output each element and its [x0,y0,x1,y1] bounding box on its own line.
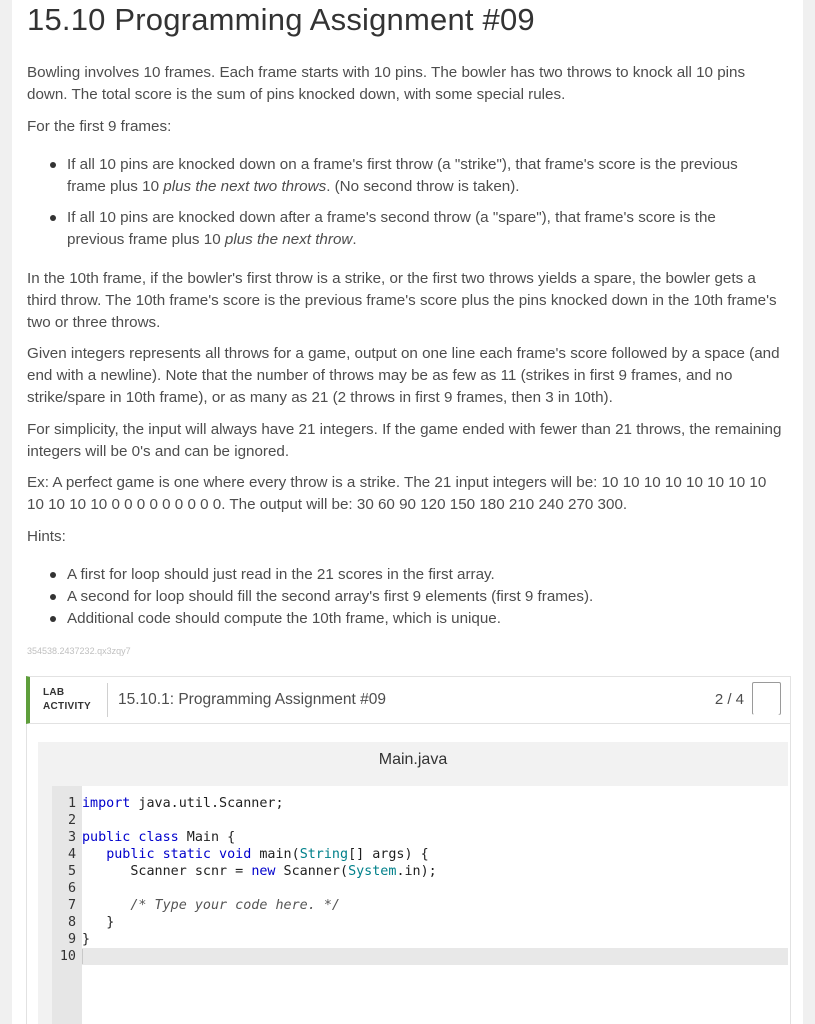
code-line-active[interactable] [59,948,788,965]
hints-label: Hints: [27,528,66,545]
first9-label: For the first 9 frames: [27,118,172,135]
line-number: 1 [67,796,76,811]
hint-item: A first for loop should just read in the 21 scores in the first array. [27,564,767,586]
code-line[interactable] [67,812,788,829]
hint-item: Additional code should compute the 10th frame, which is unique. [27,608,767,630]
hints-list [27,564,767,630]
line-number: 4 [67,847,76,862]
file-name: Main.java [378,751,448,768]
code-line[interactable]: 7 /* Type your code here. */ [82,897,788,914]
code-editor[interactable] [59,786,788,1024]
line-number: 10 [59,949,76,964]
line-number: 5 [67,864,76,879]
line-number: 2 [67,813,76,828]
line-number: 6 [67,881,76,896]
completion-badge-icon [752,682,781,715]
code-line[interactable]: 1 import java.util.Scanner; [82,795,788,812]
assignment-page [12,0,803,1024]
lab-progress: 2 / 4 [714,691,744,708]
line-number: 9 [67,932,76,947]
lab-activity-header [26,676,791,724]
code-line[interactable]: 5 Scanner scnr = new Scanner(System.in); [82,863,788,880]
line-number: 7 [67,898,76,913]
activity-id: 354538.2437232.qx3zqy7 [27,646,131,656]
code-line[interactable]: 3 public class Main { [82,829,788,846]
header-divider [107,683,108,717]
line-number: 8 [67,915,76,930]
line-number: 3 [67,830,76,845]
tenth-frame-paragraph: In the 10th frame, if the bowler's first throw is a strike, or the first two throws yields a spare, the bowler gets a third throw. The 10th frame's score is the previous frame's score plus the pins knocked down in the 10th frame's two or three throws. [27,270,777,331]
example-paragraph: Ex: A perfect game is one where every throw is a strike. The 21 input integers will be: 10 10 10 10 10 10 10 10 10 10 10 10 0 0 0 0 0 0 0 0 0. The output will be: 30 60 90 120 150 180 210 240 270 300. [27,474,767,513]
rule-spare: If all 10 pins are knocked down after a frame's second throw (a "spare"), that frame's score is the previous frame plus 10 plus the next throw. [27,207,767,251]
code-line[interactable] [67,880,788,897]
rules-list [27,154,767,251]
code-line[interactable]: 8 } [82,914,788,931]
text-cursor [82,949,83,964]
page-title: 15.10 Programming Assignment #09 [27,2,535,37]
hint-item: A second for loop should fill the second array's first 9 elements (first 9 frames). [27,586,767,608]
intro-paragraph: Bowling involves 10 frames. Each frame starts with 10 pins. The bowler has two throws to knock all 10 pins down. The total score is the sum of pins knocked down, with some special rules. [27,64,746,103]
lab-title: 15.10.1: Programming Assignment #09 [118,691,386,708]
simplicity-paragraph: For simplicity, the input will always have 21 integers. If the game ended with fewer than 21 throws, the remaining integers will be 0's and can be ignored. [27,421,782,460]
given-paragraph: Given integers represents all throws for a game, output on one line each frame's score followed by a space (and end with a newline). Note that the number of throws may be as few as 11 (strikes in first 9 frames, and no strike/spare in 10th frame), or as many as 21 (2 throws in first 9 frames, then 3 in 10th). [27,345,780,406]
code-line[interactable]: 9 } [82,931,788,948]
lab-activity-label: LAB ACTIVITY [43,687,91,712]
code-editor-panel [38,742,788,1024]
code-line[interactable]: 4 public static void main(String[] args) { [82,846,788,863]
rule-strike: If all 10 pins are knocked down on a frame's first throw (a "strike"), that frame's score is the previous frame plus 10 plus the next two throws. (No second throw is taken). [27,154,767,198]
